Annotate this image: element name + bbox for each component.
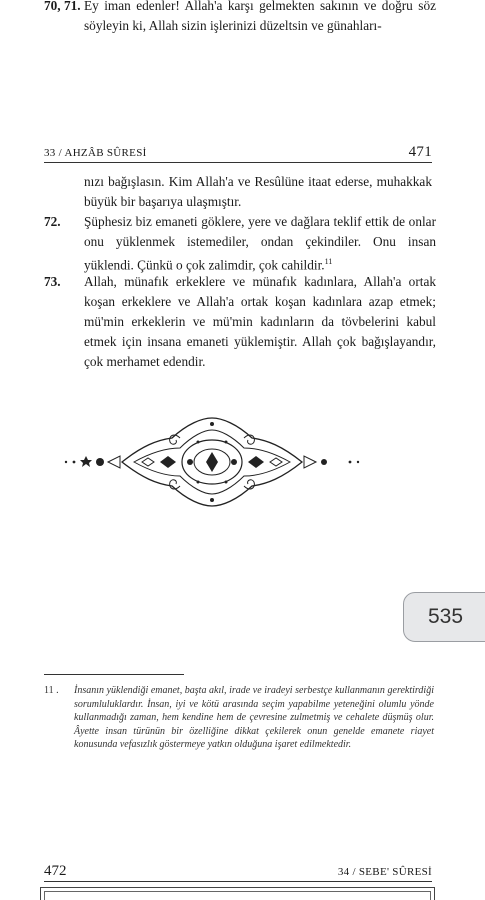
page-number: 471: [408, 144, 432, 160]
verse-continuation: nızı bağışlasın. Kim Allah'a ve Resûlüne itaat ederse, muhakkak büyük bir başarıya ulaşmıştır.: [84, 174, 432, 209]
page-number-tab[interactable]: [403, 592, 485, 642]
verse-73: [44, 272, 436, 372]
verse-text: Ey iman edenler! Allah'a karşı gelmekten sakının ve doğru söz söyleyin ki, Allah sizin işlerinizi düzeltsin ve günahları-: [84, 0, 436, 33]
verse-text: [84, 212, 436, 275]
verse-number: 73.: [44, 274, 61, 289]
footnote-text: İnsanın yüklendiği emanet, başta akıl, irade ve iradeyi serbestçe kullanmanın gerektirdiği sorumluluklardır. İnsan, iyi ve kötü arasında seçim yapabilme yeteneğini olumlu yönde kullanmadığı zaman, hem kendine hem de çevresine zulmetmiş ve cehalete düşmüş olur. Âyette insan türünün bir özelliğine dikkat çekilerek onun genelde emanete riayet konusunda vefasızlık göstermeye yatkın olduğuna işaret edilmektedir.: [74, 685, 434, 750]
page-header: [44, 140, 432, 163]
decorative-border: [40, 887, 435, 900]
footnote-divider: [44, 674, 184, 675]
footnote-number: 11 .: [44, 685, 59, 696]
next-surah-title: 34 / SEBE' SÛRESİ: [337, 866, 432, 878]
verse-72: [44, 212, 436, 275]
verse-text: Allah, münafık erkeklere ve münafık kadınlara, Allah'a ortak koşan erkeklere ve Allah'a ortak koşan kadınlara azap etmek; mü'min erkeklerin ve mü'min kadınların da tövbelerini kabul etmek için insana emaneti yüklemiştir. Allah çok bağışlayandır, çok merhamet edendir.: [84, 274, 436, 369]
header-rule: [44, 881, 432, 882]
surah-title: 33 / AHZÂB SÛRESİ: [44, 147, 147, 159]
verse-body: Şüphesiz biz emaneti göklere, yere ve dağlara teklif ettik de onlar onu yüklenmek istemediler, ondan çekindiler. Onu insan yüklendi. Çünkü o çok zalimdir, çok cahildir.: [84, 214, 436, 273]
next-page-number: 472: [44, 863, 67, 879]
verse-70-71: [44, 0, 436, 36]
ornament-divider: [62, 416, 362, 512]
footnote: [44, 684, 434, 752]
verse-number: 70, 71.: [44, 0, 81, 13]
verse-number: 72.: [44, 214, 61, 229]
page-number-tab-label: 535: [428, 605, 464, 628]
footnote-ref[interactable]: 11: [324, 257, 333, 266]
next-page-header: [44, 860, 432, 882]
